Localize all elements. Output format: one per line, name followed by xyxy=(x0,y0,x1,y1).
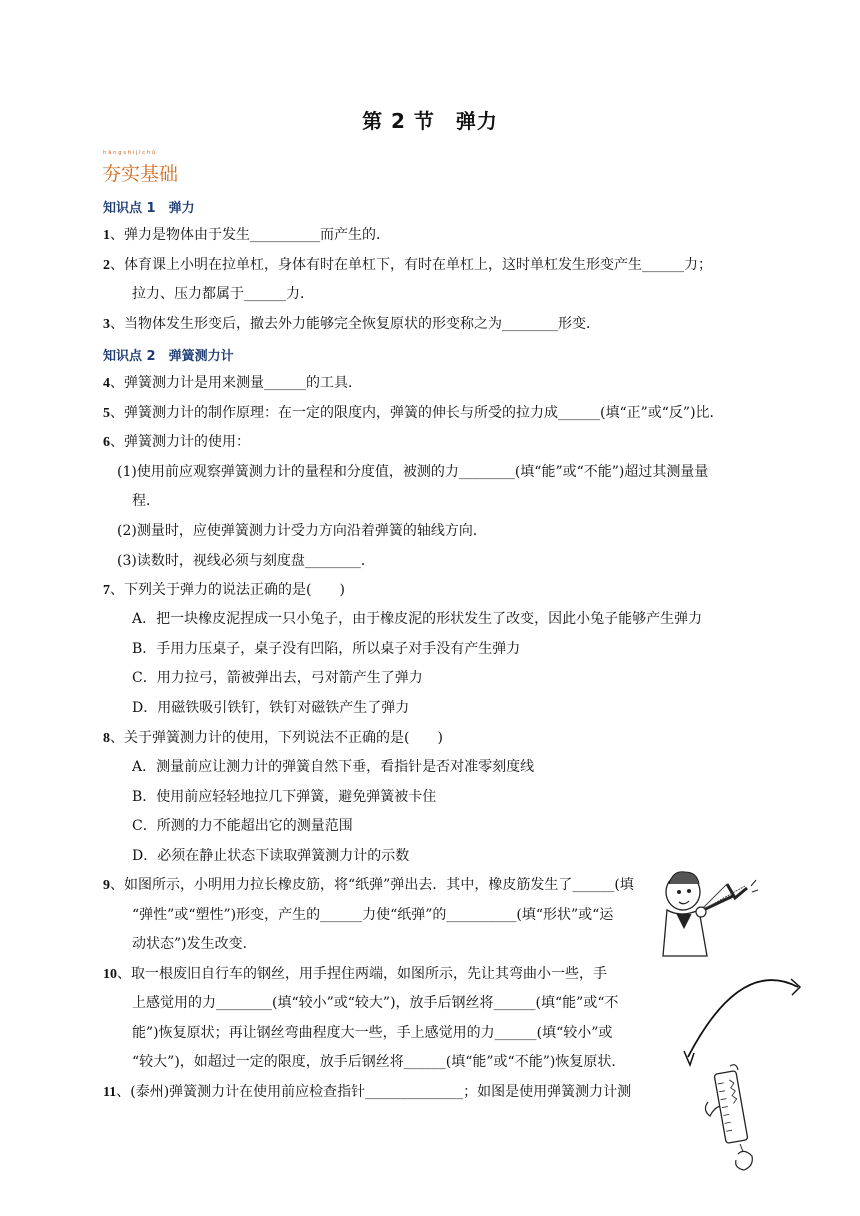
question-9-cont-1: “弹性”或“塑性”)形变，产生的______力使“纸弹”的__________(填“形状”或“运 xyxy=(132,907,614,923)
question-1: 1、弹力是物体由于发生__________而产生的． xyxy=(103,227,390,243)
question-5: 5、弹簧测力计的制作原理：在一定的限度内，弹簧的伸长与所受的拉力成______(填“正”或“反”)比． xyxy=(103,405,724,421)
question-2-cont: 拉力、压力都属于______力． xyxy=(132,286,314,302)
question-7-option-a: A．把一块橡皮泥捏成一只小兔子，由于橡皮泥的形状发生了改变，因此小兔子能够产生弹力 xyxy=(132,611,703,627)
question-6-part-2: (2)测量时，应使弹簧测力计受力方向沿着弹簧的轴线方向． xyxy=(117,523,487,539)
question-9-cont-2: 动状态”)发生改变． xyxy=(132,936,257,952)
question-6-part-1: (1)使用前应观察弹簧测力计的量程和分度值，被测的力________(填“能”或“不能”)超过其测量量 xyxy=(117,464,709,480)
question-7: 7、下列关于弹力的说法正确的是( ) xyxy=(103,582,345,598)
question-2: 2、体育课上小明在拉单杠，身体有时在单杠下，有时在单杠上，这时单杠发生形变产生______力； xyxy=(103,257,712,273)
bent-wire-illustration xyxy=(660,965,840,1075)
question-4: 4、弹簧测力计是用来测量______的工具． xyxy=(103,375,362,391)
question-7-option-b: B．手用力压桌子，桌子没有凹陷，所以桌子对手没有产生弹力 xyxy=(132,641,521,657)
question-9: 9、如图所示，小明用力拉长橡皮筋，将“纸弹”弹出去．其中，橡皮筋发生了______(填 xyxy=(103,877,634,893)
question-6-part-1-cont: 程． xyxy=(132,493,160,509)
question-7-option-d: D．用磁铁吸引铁钉，铁钉对磁铁产生了弹力 xyxy=(132,700,410,716)
question-10-cont-3: “较大”)，如超过一定的限度，放手后钢丝将______(填“能”或“不能”)恢复原状． xyxy=(132,1054,626,1070)
question-8-option-b: B．使用前应轻轻地拉几下弹簧，避免弹簧被卡住 xyxy=(132,789,437,805)
question-3: 3、当物体发生形变后，撤去外力能够完全恢复原状的形变称之为________形变． xyxy=(103,316,600,332)
knowledge-point-2: 知识点 2 弹簧测力计 xyxy=(103,349,234,364)
spring-scale-illustration xyxy=(700,1062,770,1174)
question-8-option-c: C．所测的力不能超出它的测量范围 xyxy=(132,818,353,834)
knowledge-point-1: 知识点 1 弹力 xyxy=(103,201,195,216)
question-10-cont-1: 上感觉用的力________(填“较小”或“较大”)，放手后钢丝将______(填“能”或“不 xyxy=(132,995,619,1011)
question-10-cont-2: 能”)恢复原状；再让钢丝弯曲程度大一些，手上感觉用的力______(填“较小”或 xyxy=(132,1025,613,1041)
question-6: 6、弹簧测力计的使用： xyxy=(103,434,250,450)
question-7-option-c: C．用力拉弓，箭被弹出去，弓对箭产生了弹力 xyxy=(132,670,423,686)
section-heading: 夯实基础 xyxy=(102,163,179,185)
page-title: 第 2 节 弹力 xyxy=(362,109,498,133)
section-pinyin: hāngshíjīchǔ xyxy=(103,150,157,156)
question-10: 10、取一根废旧自行车的钢丝，用手捏住两端，如图所示，先让其弯曲小一些，手 xyxy=(103,966,607,982)
question-8-option-a: A．测量前应让测力计的弹簧自然下垂，看指针是否对准零刻度线 xyxy=(132,759,535,775)
slingshot-boy-illustration xyxy=(655,866,760,961)
question-8-option-d: D．必须在静止状态下读取弹簧测力计的示数 xyxy=(132,848,410,864)
question-8: 8、关于弹簧测力计的使用，下列说法不正确的是( ) xyxy=(103,730,443,746)
question-11: 11、(泰州)弹簧测力计在使用前应检查指针______________；如图是使用弹簧测力计测 xyxy=(103,1084,632,1100)
question-6-part-3: (3)读数时，视线必须与刻度盘________． xyxy=(117,553,375,569)
